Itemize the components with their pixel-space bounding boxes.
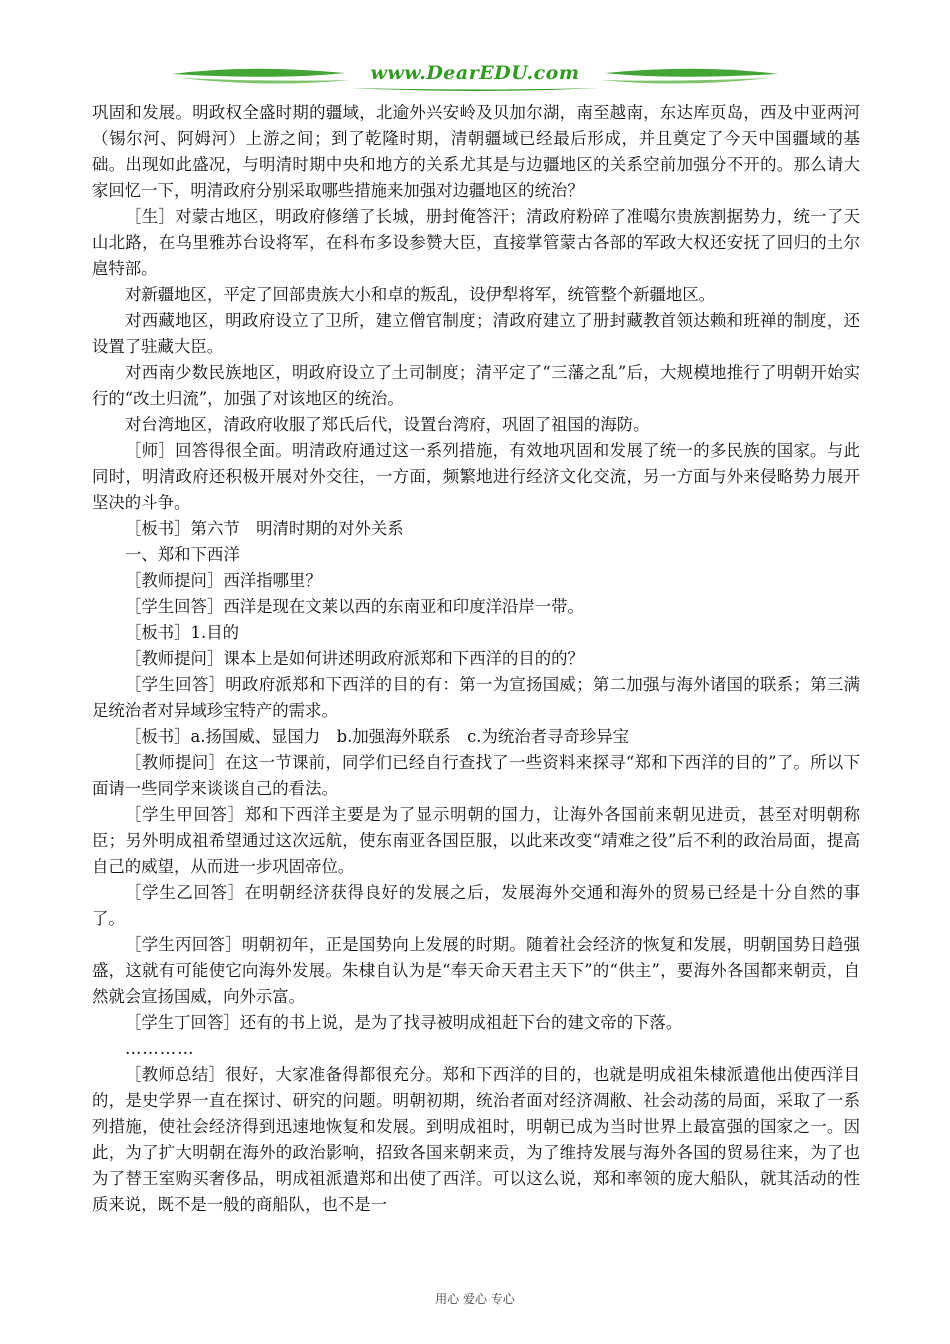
ellipsis-line: ………… [125,1039,195,1058]
paragraph: ［学生甲回答］郑和下西洋主要是为了显示明朝的国力，让海外各国前来朝见进贡，甚至对明朝称臣；另外明成祖希望通过这次远航，使东南亚各国臣服，以此来改变“靖难之役”后不利的政治局面，提高自己的威望，从而进一步巩固帝位。 [92,805,860,876]
paragraph: ［学生回答］西洋是现在文莱以西的东南亚和印度洋沿岸一带。 [125,597,584,616]
site-logo-text: www.DearEDU.com [370,62,580,84]
page-footer: 用心 爱心 专心 [435,1292,515,1306]
section-heading: 一、郑和下西洋 [125,545,240,564]
paragraph: 对新疆地区，平定了回部贵族大小和卓的叛乱，设伊犁将军，统管整个新疆地区。 [125,285,716,304]
paragraph: 对台湾地区，清政府收服了郑氏后代，设置台湾府，巩固了祖国的海防。 [125,415,650,434]
paragraph: ［板书］1.目的 [125,623,239,642]
paragraph: ［教师提问］在这一节课前，同学们已经自行查找了一些资料来探寻“郑和下西洋的目的”了。所以下面请一些同学来谈谈自己的看法。 [92,753,860,798]
document-body [92,100,860,1218]
paragraph: ［学生回答］明政府派郑和下西洋的目的有：第一为宣扬国威；第二加强与海外诸国的联系；第三满足统治者对异域珍宝特产的需求。 [92,675,860,720]
paragraph: 巩固和发展。明政权全盛时期的疆域，北逾外兴安岭及贝加尔湖，南至越南，东达库页岛，西及中亚两河（锡尔河、阿姆河）上游之间；到了乾隆时期，清朝疆域已经最后形成，并且奠定了今天中国疆域的基础。出现如此盛况，与明清时期中央和地方的关系尤其是与边疆地区的关系空前加强分不开的。那么请大家回忆一下，明清政府分别采取哪些措施来加强对边疆地区的统治？ [92,103,860,200]
paragraph: ［生］对蒙古地区，明政府修缮了长城，册封俺答汗；清政府粉碎了准噶尔贵族割据势力，统一了天山北路，在乌里雅苏台设将军，在科布多设参赞大臣，直接掌管蒙古各部的军政大权还安抚了回归的土尔扈特部。 [92,207,860,278]
paragraph: ［教师提问］课本上是如何讲述明政府派郑和下西洋的目的的？ [125,649,584,668]
paragraph: ［教师总结］很好，大家准备得都很充分。郑和下西洋的目的，也就是明成祖朱棣派遣他出使西洋目的，是史学界一直在探讨、研究的问题。明朝初期，统治者面对经济凋敝、社会动荡的局面，采取了一系列措施，使社会经济得到迅速地恢复和发展。到明成祖时，明朝已成为当时世界上最富强的国家之一。因此，为了扩大明朝在海外的政治影响，招致各国来朝来贡，为了维持发展与海外各国的贸易往来，为了也为了替王室购买奢侈品，明成祖派遣郑和出使了西洋。可以这么说，郑和率领的庞大船队，就其活动的性质来说，既不是一般的商船队，也不是一 [92,1065,860,1214]
paragraph: ［学生乙回答］在明朝经济获得良好的发展之后，发展海外交通和海外的贸易已经是十分自然的事了。 [92,883,860,928]
board-heading: ［板书］第六节 明清时期的对外关系 [125,519,404,538]
paragraph: ［板书］a.扬国威、显国力 b.加强海外联系 c.为统治者寻奇珍异宝 [125,727,630,746]
paragraph: 对西藏地区，明政府设立了卫所，建立僧官制度；清政府建立了册封藏教首领达赖和班禅的制度，还设置了驻藏大臣。 [92,311,860,356]
paragraph: ［教师提问］西洋指哪里？ [125,571,322,590]
paragraph: ［学生丁回答］还有的书上说，是为了找寻被明成祖赶下台的建文帝的下落。 [125,1013,683,1032]
paragraph: 对西南少数民族地区，明政府设立了土司制度；清平定了“三藩之乱”后，大规模地推行了明朝开始实行的“改土归流”，加强了对该地区的统治。 [92,363,860,408]
paragraph: ［学生丙回答］明朝初年，正是国势向上发展的时期。随着社会经济的恢复和发展，明朝国势日趋强盛，这就有可能使它向海外发展。朱棣自认为是“奉天命天君主天下”的“供主”，要海外各国都来朝贡，自然就会宣扬国威，向外示富。 [92,935,860,1006]
page-header [170,58,780,96]
paragraph: ［师］回答得很全面。明清政府通过这一系列措施，有效地巩固和发展了统一的多民族的国家。与此同时，明清政府还积极开展对外交往，一方面，频繁地进行经济文化交流，另一方面与外来侵略势力展开坚决的斗争。 [92,441,860,512]
